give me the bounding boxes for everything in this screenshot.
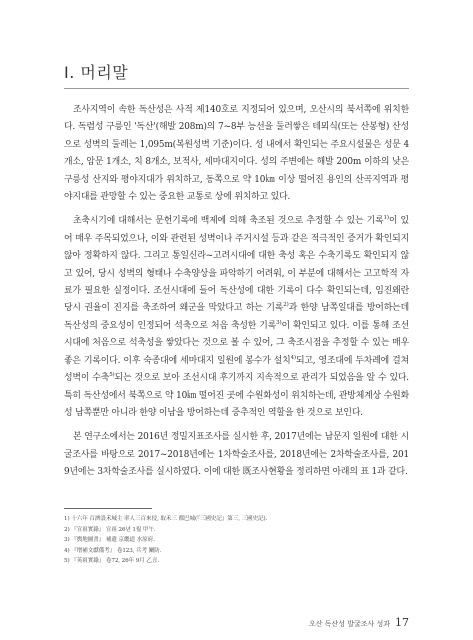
running-title: 오산 독산성 발굴조사 성과 xyxy=(308,620,390,628)
history-text-part: 초축시기에 대해서는 문헌기록에 백제에 의해 축조된 것으로 추정할 수 있는 기록 xyxy=(73,216,384,227)
history-text-part: 되고, 영조대에 두차례에 걸쳐 성벽이 수축 xyxy=(64,355,410,384)
history-text-part: 이 있어 매우 주목되었으나, 이와 관련된 성벽이나 주거시설 등과 같은 적극적인 증거가 확인되지 않아 정확하지 않다. 그리고 통일신라~고려시대에 대한 축성 혹은 수축기록도 확인되지 않고 있어, 당시 성벽의 형태나 수축양상을 파악하기 어려워, 이 부분에 대해서는 고고학적 자료가 필요한 실정이다. 조선시대에 들어 독산성에 대한 기록이 다수 확인되는데, 임진왜란 당시 권율이 진지를 축조하여 왜군을 막았다고 하는 기록 xyxy=(64,216,409,314)
section-heading: Ⅰ. 머리말 xyxy=(64,63,129,82)
history-text-part: 되는 것으로 보아 조선시대 후기까지 지속적으로 관리가 되었음을 알 수 있다. 특히 독산성에서 북쪽으로 약 10㎞ 떨어진 곳에 수원화성이 위치하는데, 관방체계상 수원화성 남쪽뿐만 아니라 한양 이남을 방어하는데 중추적인 역할을 한 것으로 보인다. xyxy=(64,373,409,418)
footnotes xyxy=(64,514,409,567)
paragraph-history xyxy=(64,213,409,422)
footnote-item: 3) 『輿地圖書』 補遺 京畿道 水原府. xyxy=(64,537,155,544)
footnote-ref-2[interactable]: 2) xyxy=(283,302,289,309)
footnote-ref-5[interactable]: 5) xyxy=(109,372,115,379)
footnote-divider xyxy=(64,508,152,509)
heading-divider xyxy=(64,88,409,89)
paragraph-research: 본 연구소에서는 2016년 정밀지표조사를 실시한 후, 2017년에는 남문지 일원에 대한 시굴조사를 바탕으로 2017~2018년에는 1차학술조사를, 2018년에는 2차학술조사를, 2019년에는 3차학술조사를 실시하였다. 이에 대한 既조사현황을 정리하면 아래의 표 1과 같다. xyxy=(64,432,409,478)
footnote-ref-3[interactable]: 3) xyxy=(276,319,282,326)
footnote-ref-1[interactable]: 1) xyxy=(383,215,389,222)
footnote-item: 4) 『增補文獻備考』 卷123, 兵考 關防. xyxy=(64,547,162,554)
footnote-ref-4[interactable]: 4) xyxy=(290,354,296,361)
history-text-part: 과 한양 남쪽일대를 방어하는데 독산성의 중요성이 인정되어 석축으로 처음 축성한 기록 xyxy=(64,303,409,331)
body-text xyxy=(64,102,409,482)
page-number: 17 xyxy=(395,616,409,629)
footnote-item: 2) 『宣祖實錄』 宣祖 26년 1월 甲午. xyxy=(64,526,156,533)
history-text-part: 이 확인되고 있다. 이를 통해 조선시대에 처음으로 석축성을 쌓았다는 것으로 볼 수 있어, 그 축조시점을 추정할 수 있는 매우 좋은 기록이다. 이후 숙종대에 세마대지 일원에 봉수가 설치 xyxy=(64,320,410,366)
footnote-item: 5) 『英祖實錄』 卷72, 26年 9月 乙丑. xyxy=(64,558,160,565)
page-footer xyxy=(270,616,409,629)
footnote-item: 1) 十六年 百濟設禾城主 率人三百來侵, 取禾三 都巴城(『三國史記』第三, 三國史記). xyxy=(64,516,268,522)
paragraph-location: 조사지역이 속한 독산성은 사적 제140호로 지정되어 있으며, 오산시의 북서쪽에 위치한다. 독렴성 구릉인 '독산'(해발 208m)의 7~8부 능선을 둘러쌓은 테뫼식(또는 산봉형) 산성으로 성벽의 둘레는 1,095m(복원성벽 기준)이다. 성 내에서 확인되는 주요시설물은 성문 4개소, 암문 1개소, 치 8개소, 보적사, 세마대지이다. 성의 주변에는 해발 200m 이하의 낮은 구릉성 산지와 평야지대가 위치하고, 동쪽으로 약 10㎞ 이상 떨어진 용인의 산곡지역과 평야지대를 관망할 수 있는 중요한 교통로 상에 위치하고 있다. xyxy=(64,105,409,203)
